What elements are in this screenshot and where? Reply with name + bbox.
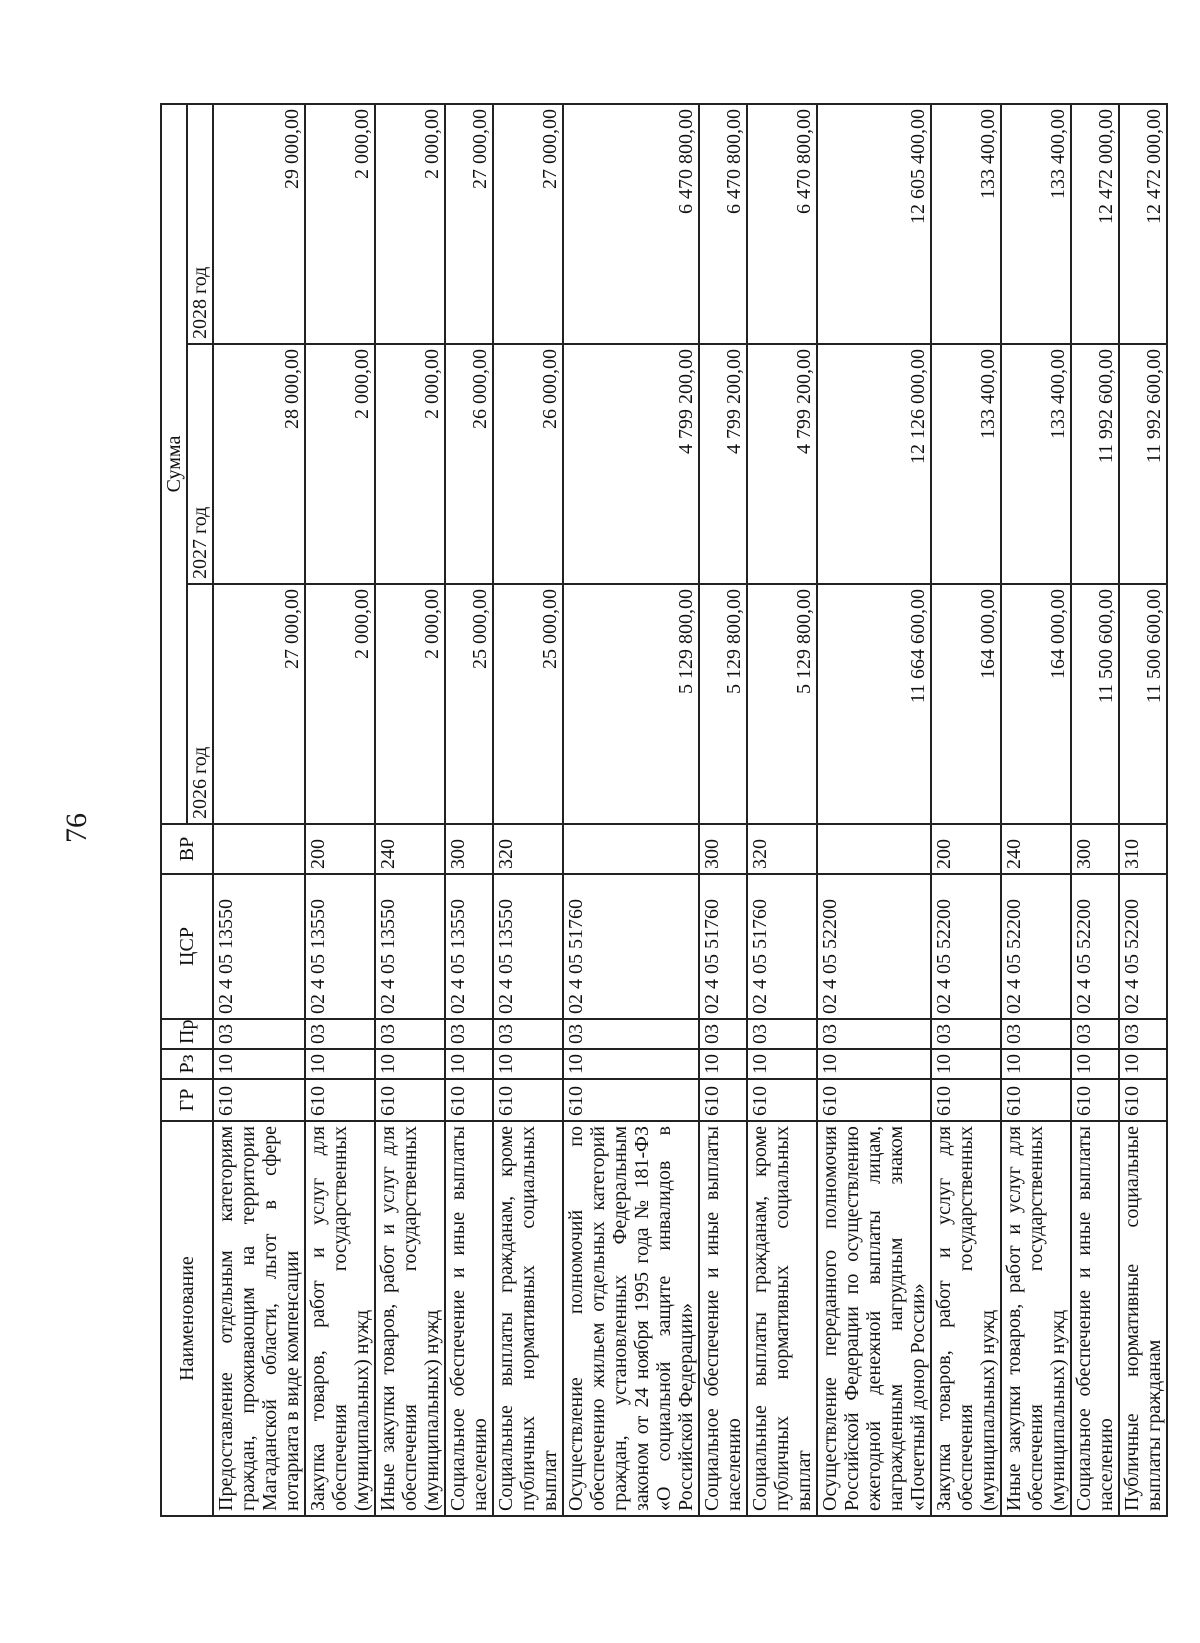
row-csr: 02 4 05 13550 — [213, 874, 305, 1019]
header-sum: Сумма — [161, 104, 187, 824]
table-row — [1071, 104, 1119, 1516]
row-vr: 240 — [1001, 824, 1071, 874]
row-rz: 10 — [445, 1049, 493, 1079]
row-sum-2028: 6 470 800,00 — [699, 104, 747, 344]
row-sum-2027: 26 000,00 — [493, 344, 563, 584]
header-rz: Рз — [161, 1049, 213, 1079]
row-sum-2026: 25 000,00 — [493, 584, 563, 824]
header-gr: ГР — [161, 1079, 213, 1121]
row-csr: 02 4 05 52200 — [931, 874, 1001, 1019]
row-rz: 10 — [1119, 1049, 1167, 1079]
row-rz: 10 — [747, 1049, 817, 1079]
header-year-2028: 2028 год — [187, 104, 213, 344]
row-csr: 02 4 05 13550 — [305, 874, 375, 1019]
row-pr: 03 — [563, 1019, 699, 1049]
row-name: Социальное обеспечение и иные выплаты населению — [445, 1121, 493, 1516]
row-sum-2027: 4 799 200,00 — [563, 344, 699, 584]
row-name: Закупка товаров, работ и услуг для обеспечения государственных (муниципальных) нужд — [931, 1121, 1001, 1516]
table-row — [699, 104, 747, 1516]
row-vr: 300 — [699, 824, 747, 874]
row-vr: 200 — [305, 824, 375, 874]
table-row — [493, 104, 563, 1516]
row-sum-2028: 6 470 800,00 — [747, 104, 817, 344]
header-name: Наименование — [161, 1121, 213, 1516]
row-csr: 02 4 05 52200 — [817, 874, 931, 1019]
table-row — [931, 104, 1001, 1516]
row-sum-2027: 2 000,00 — [375, 344, 445, 584]
row-vr — [563, 824, 699, 874]
row-rz: 10 — [305, 1049, 375, 1079]
row-sum-2028: 6 470 800,00 — [563, 104, 699, 344]
row-sum-2027: 28 000,00 — [213, 344, 305, 584]
row-csr: 02 4 05 52200 — [1001, 874, 1071, 1019]
row-gr: 610 — [699, 1079, 747, 1121]
row-name: Осуществление полномочий по обеспечению жильем отдельных категорий граждан, установленных Федеральным законом от 24 ноября 1995 года № 181-ФЗ «О социальной защите инвалидов в Российской Федерации» — [563, 1121, 699, 1516]
row-gr: 610 — [1001, 1079, 1071, 1121]
row-sum-2026: 5 129 800,00 — [699, 584, 747, 824]
row-gr: 610 — [305, 1079, 375, 1121]
row-sum-2028: 133 400,00 — [1001, 104, 1071, 344]
row-rz: 10 — [817, 1049, 931, 1079]
row-vr — [817, 824, 931, 874]
row-rz: 10 — [1071, 1049, 1119, 1079]
header-csr: ЦСР — [161, 874, 213, 1019]
row-sum-2026: 164 000,00 — [931, 584, 1001, 824]
table-row — [445, 104, 493, 1516]
row-vr: 200 — [931, 824, 1001, 874]
row-name: Публичные нормативные социальные выплаты гражданам — [1119, 1121, 1167, 1516]
table-body — [213, 104, 1167, 1516]
row-name: Иные закупки товаров, работ и услуг для обеспечения государственных (муниципальных) нужд — [1001, 1121, 1071, 1516]
row-vr: 240 — [375, 824, 445, 874]
row-vr: 300 — [1071, 824, 1119, 874]
row-sum-2027: 12 126 000,00 — [817, 344, 931, 584]
row-gr: 610 — [931, 1079, 1001, 1121]
row-sum-2028: 2 000,00 — [305, 104, 375, 344]
row-sum-2027: 4 799 200,00 — [747, 344, 817, 584]
row-gr: 610 — [213, 1079, 305, 1121]
table-row — [305, 104, 375, 1516]
header-row — [161, 104, 187, 1516]
row-pr: 03 — [305, 1019, 375, 1049]
budget-table — [160, 103, 1168, 1517]
table-row — [747, 104, 817, 1516]
row-sum-2026: 164 000,00 — [1001, 584, 1071, 824]
header-pr: Пр — [161, 1019, 213, 1049]
table-row — [1119, 104, 1167, 1516]
row-gr: 610 — [493, 1079, 563, 1121]
row-rz: 10 — [699, 1049, 747, 1079]
row-sum-2028: 12 472 000,00 — [1119, 104, 1167, 344]
row-sum-2026: 11 500 600,00 — [1071, 584, 1119, 824]
row-sum-2028: 27 000,00 — [493, 104, 563, 344]
row-sum-2027: 26 000,00 — [445, 344, 493, 584]
row-gr: 610 — [563, 1079, 699, 1121]
row-pr: 03 — [445, 1019, 493, 1049]
row-vr: 310 — [1119, 824, 1167, 874]
row-csr: 02 4 05 51760 — [699, 874, 747, 1019]
table-row — [1001, 104, 1071, 1516]
row-sum-2028: 133 400,00 — [931, 104, 1001, 344]
row-sum-2027: 11 992 600,00 — [1119, 344, 1167, 584]
row-name: Социальное обеспечение и иные выплаты населению — [699, 1121, 747, 1516]
row-sum-2026: 27 000,00 — [213, 584, 305, 824]
row-rz: 10 — [931, 1049, 1001, 1079]
row-sum-2026: 11 500 600,00 — [1119, 584, 1167, 824]
row-csr: 02 4 05 52200 — [1071, 874, 1119, 1019]
row-name: Закупка товаров, работ и услуг для обеспечения государственных (муниципальных) нужд — [305, 1121, 375, 1516]
row-gr: 610 — [375, 1079, 445, 1121]
row-name: Социальные выплаты гражданам, кроме публичных нормативных социальных выплат — [747, 1121, 817, 1516]
page-number: 76 — [60, 813, 93, 843]
row-rz: 10 — [213, 1049, 305, 1079]
row-pr: 03 — [1071, 1019, 1119, 1049]
row-sum-2028: 29 000,00 — [213, 104, 305, 344]
row-gr: 610 — [1071, 1079, 1119, 1121]
row-vr: 320 — [493, 824, 563, 874]
budget-table-container — [160, 105, 1165, 1517]
row-sum-2027: 4 799 200,00 — [699, 344, 747, 584]
row-name: Осуществление переданного полномочия Российской Федерации по осуществлению ежегодной денежной выплаты лицам, награжденным нагрудным знаком «Почетный донор России» — [817, 1121, 931, 1516]
row-sum-2028: 12 472 000,00 — [1071, 104, 1119, 344]
row-name: Предоставление отдельным категориям граждан, проживающим на территории Магаданской области, льгот в сфере нотариата в виде компенсации — [213, 1121, 305, 1516]
row-name: Иные закупки товаров, работ и услуг для обеспечения государственных (муниципальных) нужд — [375, 1121, 445, 1516]
row-csr: 02 4 05 13550 — [375, 874, 445, 1019]
row-pr: 03 — [699, 1019, 747, 1049]
row-rz: 10 — [375, 1049, 445, 1079]
table-row — [213, 104, 305, 1516]
row-csr: 02 4 05 51760 — [563, 874, 699, 1019]
header-year-2027: 2027 год — [187, 344, 213, 584]
table-row — [563, 104, 699, 1516]
table-row — [817, 104, 931, 1516]
row-gr: 610 — [817, 1079, 931, 1121]
row-name: Социальное обеспечение и иные выплаты населению — [1071, 1121, 1119, 1516]
row-csr: 02 4 05 52200 — [1119, 874, 1167, 1019]
row-pr: 03 — [747, 1019, 817, 1049]
row-sum-2027: 2 000,00 — [305, 344, 375, 584]
row-csr: 02 4 05 13550 — [493, 874, 563, 1019]
row-sum-2027: 133 400,00 — [1001, 344, 1071, 584]
row-sum-2028: 27 000,00 — [445, 104, 493, 344]
row-pr: 03 — [1001, 1019, 1071, 1049]
row-pr: 03 — [931, 1019, 1001, 1049]
row-pr: 03 — [213, 1019, 305, 1049]
header-year-2026: 2026 год — [187, 584, 213, 824]
row-sum-2026: 25 000,00 — [445, 584, 493, 824]
row-sum-2026: 5 129 800,00 — [747, 584, 817, 824]
row-gr: 610 — [1119, 1079, 1167, 1121]
row-sum-2026: 11 664 600,00 — [817, 584, 931, 824]
row-csr: 02 4 05 13550 — [445, 874, 493, 1019]
header-vr: ВР — [161, 824, 213, 874]
table-row — [375, 104, 445, 1516]
row-sum-2027: 133 400,00 — [931, 344, 1001, 584]
row-vr: 320 — [747, 824, 817, 874]
row-pr: 03 — [817, 1019, 931, 1049]
row-pr: 03 — [375, 1019, 445, 1049]
row-rz: 10 — [563, 1049, 699, 1079]
row-pr: 03 — [493, 1019, 563, 1049]
row-csr: 02 4 05 51760 — [747, 874, 817, 1019]
row-sum-2028: 2 000,00 — [375, 104, 445, 344]
row-rz: 10 — [493, 1049, 563, 1079]
row-rz: 10 — [1001, 1049, 1071, 1079]
row-sum-2027: 11 992 600,00 — [1071, 344, 1119, 584]
row-pr: 03 — [1119, 1019, 1167, 1049]
row-sum-2026: 2 000,00 — [305, 584, 375, 824]
row-sum-2026: 5 129 800,00 — [563, 584, 699, 824]
row-name: Социальные выплаты гражданам, кроме публичных нормативных социальных выплат — [493, 1121, 563, 1516]
row-gr: 610 — [445, 1079, 493, 1121]
row-gr: 610 — [747, 1079, 817, 1121]
row-sum-2026: 2 000,00 — [375, 584, 445, 824]
row-vr: 300 — [445, 824, 493, 874]
row-vr — [213, 824, 305, 874]
row-sum-2028: 12 605 400,00 — [817, 104, 931, 344]
